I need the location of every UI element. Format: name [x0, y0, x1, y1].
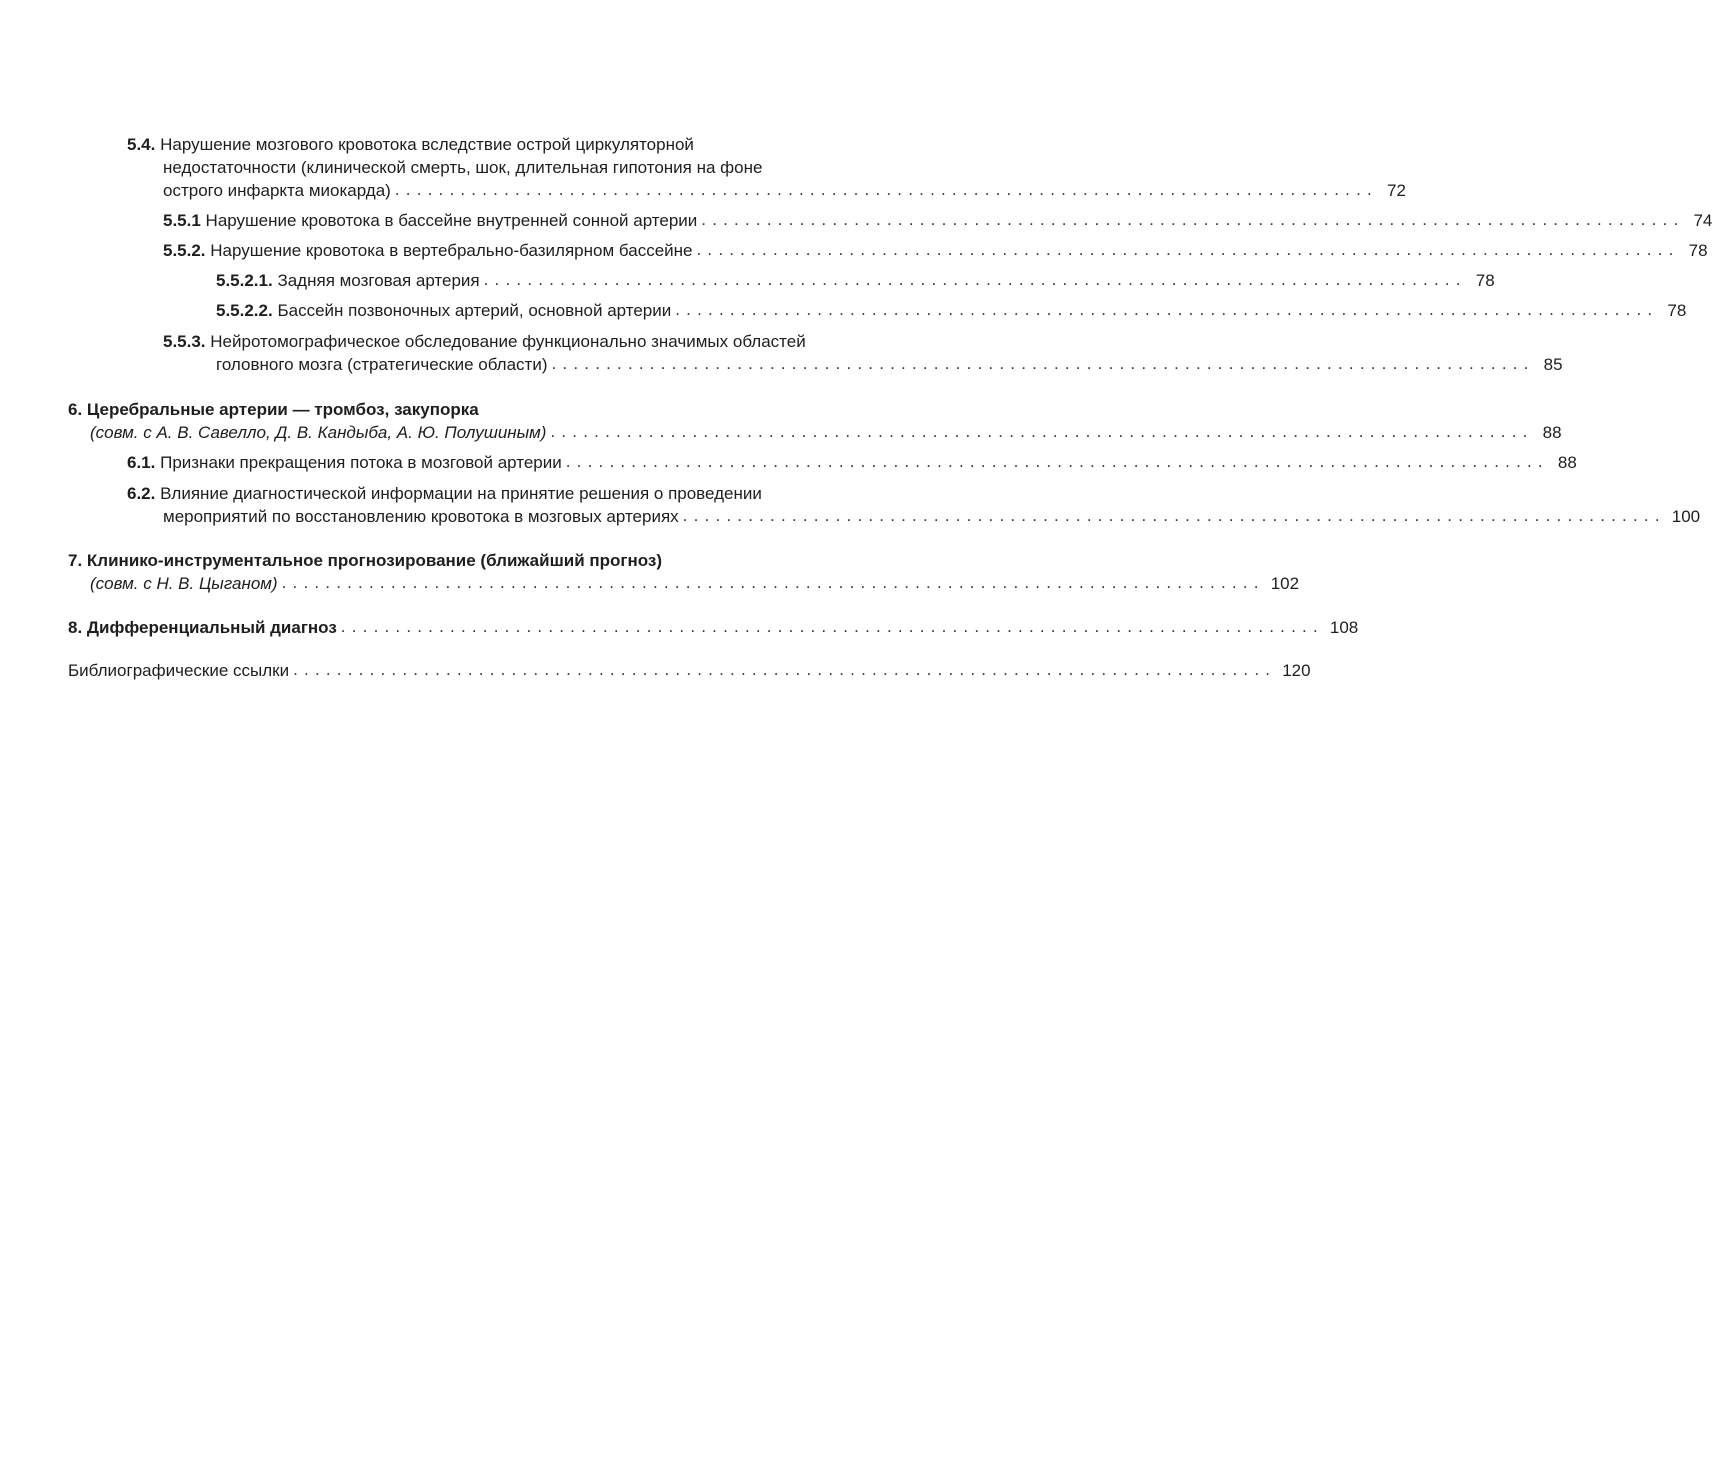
toc-title: Нарушение мозгового кровотока вследствие острой циркуляторной: [160, 135, 694, 154]
toc-entry-5-5-2: [163, 239, 1708, 262]
toc-number: 7.: [68, 551, 83, 570]
dot-leader: ..........................................................................................: [696, 240, 1680, 259]
toc-title: Признаки прекращения потока в мозговой артерии: [160, 453, 562, 472]
dot-leader: ..........................................................................................: [682, 506, 1666, 525]
toc-number: 8.: [68, 618, 83, 637]
toc-number: 6.: [68, 400, 83, 419]
dot-leader: ..........................................................................................: [565, 452, 1549, 471]
page-number: 108: [1329, 618, 1359, 637]
toc-number: 5.5.2.1.: [216, 271, 273, 290]
toc-entry-5-5-2-2: [216, 299, 1687, 322]
dot-leader: ..........................................................................................: [340, 617, 1324, 636]
toc-entry-5-4-line-1: [127, 133, 926, 156]
toc-title: головного мозга (стратегические области): [216, 355, 548, 374]
page-number: 74: [1693, 211, 1712, 230]
page-number: 85: [1543, 355, 1563, 374]
toc-chapter-8: [68, 616, 1359, 639]
dot-leader: ..........................................................................................: [483, 270, 1467, 289]
page-number: 102: [1270, 574, 1300, 593]
toc-title: Бассейн позвоночных артерий, основной артерии: [277, 301, 672, 320]
toc-entry-5-4-line-3: [163, 179, 1406, 202]
dot-leader: ..........................................................................................: [675, 300, 1659, 319]
toc-entry-5-5-1: [163, 209, 1712, 232]
toc-title: Клинико-инструментальное прогнозирование (ближайший прогноз): [86, 551, 663, 570]
toc-title: острого инфаркта миокарда): [163, 181, 391, 200]
toc-chapter-6-coauthors: [90, 421, 1562, 444]
toc-number: 5.4.: [127, 135, 156, 154]
toc-title: мероприятий по восстановлению кровотока в мозговых артериях: [163, 507, 679, 526]
toc-title: Нейротомографическое обследование функционально значимых областей: [210, 332, 806, 351]
toc-chapter-7-title: [68, 549, 926, 572]
toc-entry-5-4-line-2: [163, 156, 926, 179]
page-number: 88: [1557, 453, 1577, 472]
toc-number: 5.5.2.: [163, 241, 206, 260]
toc-entry-6-2-line-2: [163, 505, 1701, 528]
toc-entry-5-5-3-line-2: [216, 353, 1563, 376]
toc-coauthors: (совм. с А. В. Савелло, Д. В. Кандыба, А. Ю. Полушиным): [90, 423, 547, 442]
dot-leader: ..........................................................................................: [701, 210, 1685, 229]
toc-number: 6.2.: [127, 484, 156, 503]
page-number: 78: [1688, 241, 1708, 260]
toc-chapter-6-title: [68, 398, 926, 421]
toc-number: 5.5.3.: [163, 332, 206, 351]
page-number: 72: [1387, 181, 1406, 200]
toc-title: Нарушение кровотока в вертебрально-базилярном бассейне: [210, 241, 693, 260]
toc-title: Церебральные артерии — тромбоз, закупорка: [86, 400, 479, 419]
dot-leader: ..........................................................................................: [550, 422, 1534, 441]
page-number: 78: [1475, 271, 1495, 290]
toc-chapter-7-coauthors: [90, 572, 1300, 595]
toc-title: недостаточности (клинической смерть, шок, длительная гипотония на фоне: [163, 158, 763, 177]
toc-title: Дифференциальный диагноз: [86, 618, 337, 637]
toc-title: Задняя мозговая артерия: [277, 271, 480, 290]
toc-number: 5.5.2.2.: [216, 301, 273, 320]
dot-leader: ..........................................................................................: [551, 354, 1535, 373]
toc-entry-6-2-line-1: [127, 482, 926, 505]
toc-number: 5.5.1: [163, 211, 201, 230]
page-number: 100: [1671, 507, 1701, 526]
toc-title: Библиографические ссылки: [68, 661, 290, 680]
page-number: 88: [1542, 423, 1562, 442]
toc-coauthors: (совм. с Н. В. Цыганом): [90, 574, 278, 593]
page-number: 78: [1667, 301, 1687, 320]
toc-title: Нарушение кровотока в бассейне внутренней сонной артерии: [205, 211, 698, 230]
toc-entry-6-1: [127, 451, 1577, 474]
toc-bibliography: [68, 659, 1311, 682]
toc-number: 6.1.: [127, 453, 156, 472]
toc-entry-5-5-2-1: [216, 269, 1495, 292]
dot-leader: ..........................................................................................: [394, 180, 1378, 199]
toc-entry-5-5-3-line-1: [163, 330, 926, 353]
toc-title: Влияние диагностической информации на принятие решения о проведении: [160, 484, 762, 503]
dot-leader: ..........................................................................................: [293, 660, 1277, 679]
dot-leader: ..........................................................................................: [281, 573, 1265, 592]
page-number: 120: [1282, 661, 1311, 680]
